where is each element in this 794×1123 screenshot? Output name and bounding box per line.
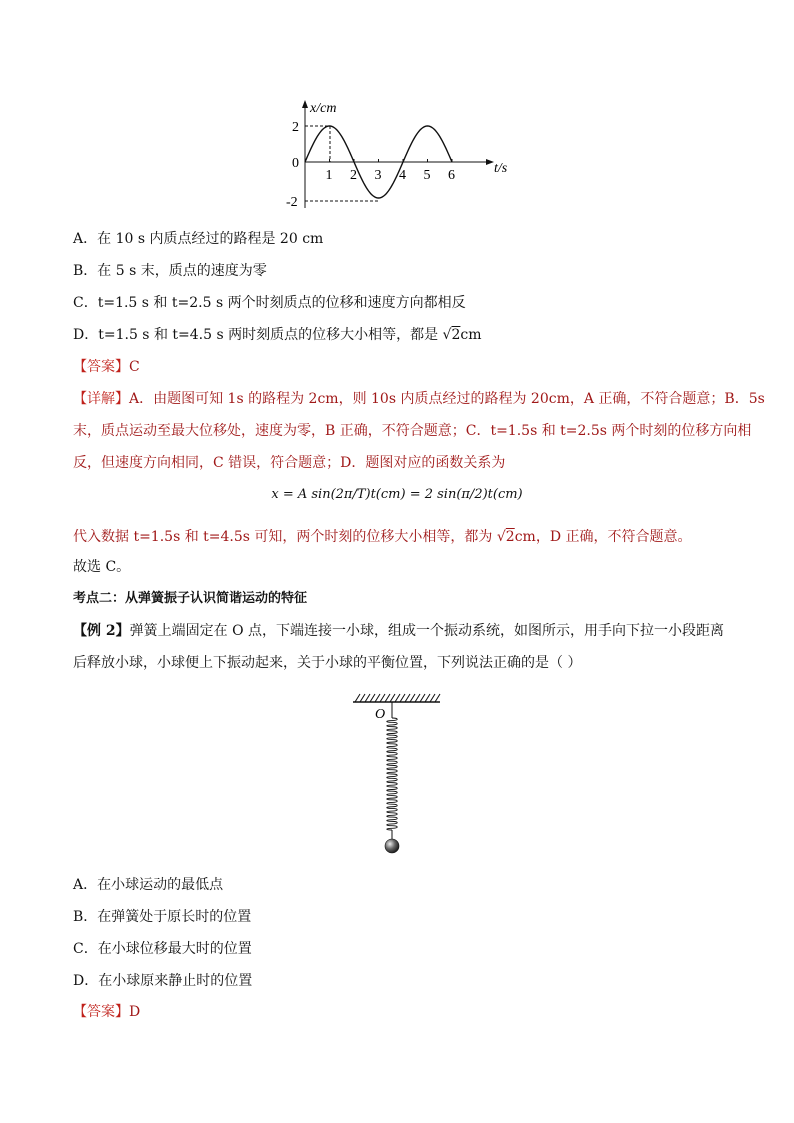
y-axis-label: x/cm xyxy=(310,101,337,116)
q2-answer: 【答案】D xyxy=(73,1004,141,1020)
hatch-line xyxy=(415,694,420,702)
q1-detail-line-4: 代入数据 t=1.5s 和 t=4.5s 可知，两个时刻的位移大小相等，都为 √2cm，D 正确，不符合题意。 xyxy=(73,529,692,545)
hatch-line xyxy=(425,694,430,702)
y-axis-arrow xyxy=(302,100,308,108)
x-axis-arrow xyxy=(486,159,494,165)
q1-option-a: A．在 10 s 内质点经过的路程是 20 cm xyxy=(73,231,324,247)
x-axis-label: t/s xyxy=(494,161,508,176)
sqrt-symbol: √ xyxy=(438,327,452,343)
fixed-point-label: O xyxy=(375,707,386,722)
displacement-time-graph xyxy=(280,96,520,216)
q2-option-d: D．在小球原来静止时的位置 xyxy=(73,973,253,989)
section-title: 考点二：从弹簧振子认识简谐运动的特征 xyxy=(73,591,308,606)
q2-stem-line-2: 后释放小球，小球便上下振动起来，关于小球的平衡位置，下列说法正确的是（ ） xyxy=(73,655,582,671)
q1-answer: 【答案】C xyxy=(73,359,140,375)
q1-option-c: C．t=1.5 s 和 t=2.5 s 两个时刻质点的位移和速度方向都相反 xyxy=(73,295,466,311)
hatch-line xyxy=(395,694,400,702)
hatch-line xyxy=(420,694,425,702)
x-tick-label: 4 xyxy=(399,168,406,183)
hatch-line xyxy=(380,694,385,702)
hatch-line xyxy=(370,694,375,702)
x-tick-label: 1 xyxy=(325,168,333,183)
x-tick-label: 6 xyxy=(448,168,455,183)
spring-coil xyxy=(387,718,398,830)
q1-conclusion: 故选 C。 xyxy=(73,559,131,575)
q2-option-b: B．在弹簧处于原长时的位置 xyxy=(73,909,252,925)
hatch-line xyxy=(355,694,360,702)
hatch-line xyxy=(410,694,415,702)
hatch-line xyxy=(435,694,440,702)
q2-stem-line-1: 【例 2】弹簧上端固定在 O 点，下端连接一小球，组成一个振动系统，如图所示，用手向下拉一小段距离 xyxy=(73,623,725,639)
q1-detail-line-2: 末，质点运动至最大位移处，速度为零，B 正确，不符合题意；C．t=1.5s 和 t=2.5s 两个时刻的位移方向相 xyxy=(73,423,752,439)
x-tick-labels xyxy=(326,159,456,183)
q1-option-b: B．在 5 s 末，质点的速度为零 xyxy=(73,263,267,279)
hatch-line xyxy=(390,694,395,702)
ceiling-hatching xyxy=(355,694,440,702)
hatch-line xyxy=(385,694,390,702)
hatch-line xyxy=(400,694,405,702)
hatch-line xyxy=(375,694,380,702)
q1-detail-line-3: 反，但速度方向相同，C 错误，符合题意；D．题图对应的函数关系为 xyxy=(73,455,506,471)
q2-option-a: A．在小球运动的最低点 xyxy=(73,877,224,893)
hatch-line xyxy=(360,694,365,702)
hatch-line xyxy=(365,694,370,702)
hatch-line xyxy=(430,694,435,702)
sqrt-symbol: √ xyxy=(492,529,506,545)
spring-oscillator-figure xyxy=(345,690,445,860)
x-tick-label: 3 xyxy=(374,168,382,183)
x-tick-label: 2 xyxy=(350,168,357,183)
q2-option-c: C．在小球位移最大时的位置 xyxy=(73,941,252,957)
hatch-line xyxy=(405,694,410,702)
y-tick-neg2: -2 xyxy=(286,195,298,210)
q1-formula: x = A sin(2π/T)t(cm) = 2 sin(π/2)t(cm) xyxy=(271,487,523,502)
q1-option-d: D．t=1.5 s 和 t=4.5 s 两时刻质点的位移大小相等，都是 √2cm xyxy=(73,327,482,343)
x-tick-label: 5 xyxy=(423,168,431,183)
q1-detail-line-1: 【详解】A．由题图可知 1s 的路程为 2cm，则 10s 内质点经过的路程为 20cm，A 正确，不符合题意；B．5s xyxy=(73,391,765,407)
y-tick-2: 2 xyxy=(292,120,299,135)
ball xyxy=(385,839,399,853)
y-tick-0: 0 xyxy=(292,156,299,171)
